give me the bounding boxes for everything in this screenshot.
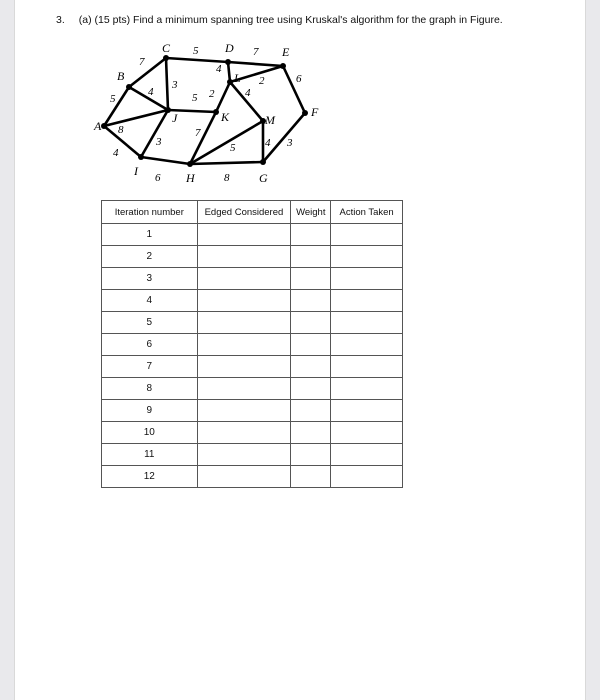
question-prompt: (a) (15 pts) Find a minimum spanning tree using Kruskal's algorithm for the graph in Figure.: [78, 14, 503, 26]
weight-A-B: 5: [110, 93, 116, 105]
weight-cell[interactable]: [291, 378, 331, 400]
edge-C-J: [166, 58, 168, 110]
kruskal-table: [101, 200, 403, 488]
iteration-cell: 9: [102, 400, 198, 422]
iteration-cell: 8: [102, 378, 198, 400]
action-cell[interactable]: [331, 378, 403, 400]
weight-cell[interactable]: [291, 444, 331, 466]
edge-E-F: [283, 66, 305, 113]
edge-cell[interactable]: [197, 224, 291, 246]
graph-figure: [0, 0, 600, 200]
weight-cell[interactable]: [291, 334, 331, 356]
vertex-dot-B: [126, 84, 132, 90]
iteration-cell: 4: [102, 290, 198, 312]
table-row: [102, 378, 403, 400]
weight-C-D: 5: [193, 45, 199, 57]
table-header-row: [102, 201, 403, 224]
weight-B-C: 7: [139, 56, 145, 68]
edge-cell[interactable]: [197, 312, 291, 334]
iteration-cell: 6: [102, 334, 198, 356]
edge-cell[interactable]: [197, 444, 291, 466]
weight-cell[interactable]: [291, 356, 331, 378]
edge-B-C: [129, 58, 166, 87]
edge-cell[interactable]: [197, 290, 291, 312]
vertex-label-F: F: [311, 105, 319, 119]
table-row: [102, 466, 403, 488]
vertex-dot-L: [227, 79, 233, 85]
weight-I-H: 6: [155, 172, 161, 184]
edge-cell[interactable]: [197, 378, 291, 400]
weight-H-G: 8: [224, 172, 230, 184]
iteration-cell: 10: [102, 422, 198, 444]
iteration-cell: 5: [102, 312, 198, 334]
vertex-label-J: J: [172, 111, 178, 125]
weight-D-L: 4: [216, 63, 222, 75]
weight-cell[interactable]: [291, 422, 331, 444]
table-row: [102, 290, 403, 312]
vertex-label-B: B: [117, 69, 125, 83]
iteration-cell: 1: [102, 224, 198, 246]
vertex-dot-C: [163, 55, 169, 61]
weight-E-F: 6: [296, 73, 302, 85]
vertex-dot-G: [260, 159, 266, 165]
vertex-label-K: K: [221, 110, 230, 124]
vertex-dot-F: [302, 110, 308, 116]
vertex-label-A: A: [94, 119, 102, 133]
edge-cell[interactable]: [197, 356, 291, 378]
action-cell[interactable]: [331, 312, 403, 334]
edge-cell[interactable]: [197, 422, 291, 444]
action-cell[interactable]: [331, 400, 403, 422]
weight-cell[interactable]: [291, 400, 331, 422]
table-row: [102, 422, 403, 444]
edge-cell[interactable]: [197, 400, 291, 422]
vertex-dot-I: [138, 154, 144, 160]
weight-A-I: 4: [113, 147, 119, 159]
weight-L-E: 2: [259, 75, 265, 87]
table-row: [102, 268, 403, 290]
vertex-label-I: I: [134, 164, 138, 178]
table-row: [102, 334, 403, 356]
weight-L-K: 2: [209, 88, 215, 100]
edge-I-H: [141, 157, 190, 164]
edge-D-L: [228, 62, 230, 82]
weight-cell[interactable]: [291, 246, 331, 268]
header-weight: Weight: [291, 201, 331, 224]
vertex-dot-H: [187, 161, 193, 167]
weight-A-J: 8: [118, 124, 124, 136]
vertex-label-G: G: [259, 171, 268, 185]
table-row: [102, 224, 403, 246]
weight-H-K: 7: [195, 127, 201, 139]
weight-I-J: 3: [156, 136, 162, 148]
weight-L-M: 4: [245, 87, 251, 99]
table-row: [102, 356, 403, 378]
vertex-dot-J: [165, 107, 171, 113]
action-cell[interactable]: [331, 444, 403, 466]
iteration-cell: 7: [102, 356, 198, 378]
weight-C-J: 3: [172, 79, 178, 91]
weight-D-E: 7: [253, 46, 259, 58]
iteration-cell: 2: [102, 246, 198, 268]
action-cell[interactable]: [331, 290, 403, 312]
iteration-cell: 11: [102, 444, 198, 466]
edge-L-K: [216, 82, 230, 112]
action-cell[interactable]: [331, 268, 403, 290]
edge-D-E: [228, 62, 283, 66]
weight-G-M: 4: [265, 137, 271, 149]
table-row: [102, 312, 403, 334]
vertex-label-E: E: [282, 45, 290, 59]
vertex-label-C: C: [162, 41, 171, 55]
edge-cell[interactable]: [197, 334, 291, 356]
edge-cell[interactable]: [197, 268, 291, 290]
question-number: 3.: [56, 14, 65, 26]
iteration-cell: 12: [102, 466, 198, 488]
vertex-dot-E: [280, 63, 286, 69]
action-cell[interactable]: [331, 224, 403, 246]
vertex-label-H: H: [186, 171, 195, 185]
weight-G-F: 3: [287, 137, 293, 149]
weight-cell[interactable]: [291, 466, 331, 488]
header-iteration-number: Iteration number: [102, 201, 198, 224]
vertex-dot-K: [213, 109, 219, 115]
weight-cell[interactable]: [291, 268, 331, 290]
vertex-label-L: L: [234, 71, 241, 85]
vertex-dot-A: [101, 123, 107, 129]
table-row: [102, 246, 403, 268]
table-row: [102, 444, 403, 466]
table-row: [102, 400, 403, 422]
weight-B-J: 4: [148, 86, 154, 98]
action-cell[interactable]: [331, 334, 403, 356]
weight-cell[interactable]: [291, 312, 331, 334]
weight-J-K: 5: [192, 92, 198, 104]
edge-cell[interactable]: [197, 466, 291, 488]
weight-cell[interactable]: [291, 224, 331, 246]
header-action-taken: Action Taken: [331, 201, 403, 224]
edge-cell[interactable]: [197, 246, 291, 268]
weight-H-M: 5: [230, 142, 236, 154]
weight-cell[interactable]: [291, 290, 331, 312]
vertex-dot-D: [225, 59, 231, 65]
action-cell[interactable]: [331, 356, 403, 378]
action-cell[interactable]: [331, 246, 403, 268]
action-cell[interactable]: [331, 422, 403, 444]
vertex-label-M: M: [265, 113, 275, 127]
vertex-label-D: D: [225, 41, 234, 55]
action-cell[interactable]: [331, 466, 403, 488]
header-edge-considered: Edged Considered: [197, 201, 291, 224]
edge-C-D: [166, 58, 228, 62]
edge-H-G: [190, 162, 263, 164]
iteration-cell: 3: [102, 268, 198, 290]
